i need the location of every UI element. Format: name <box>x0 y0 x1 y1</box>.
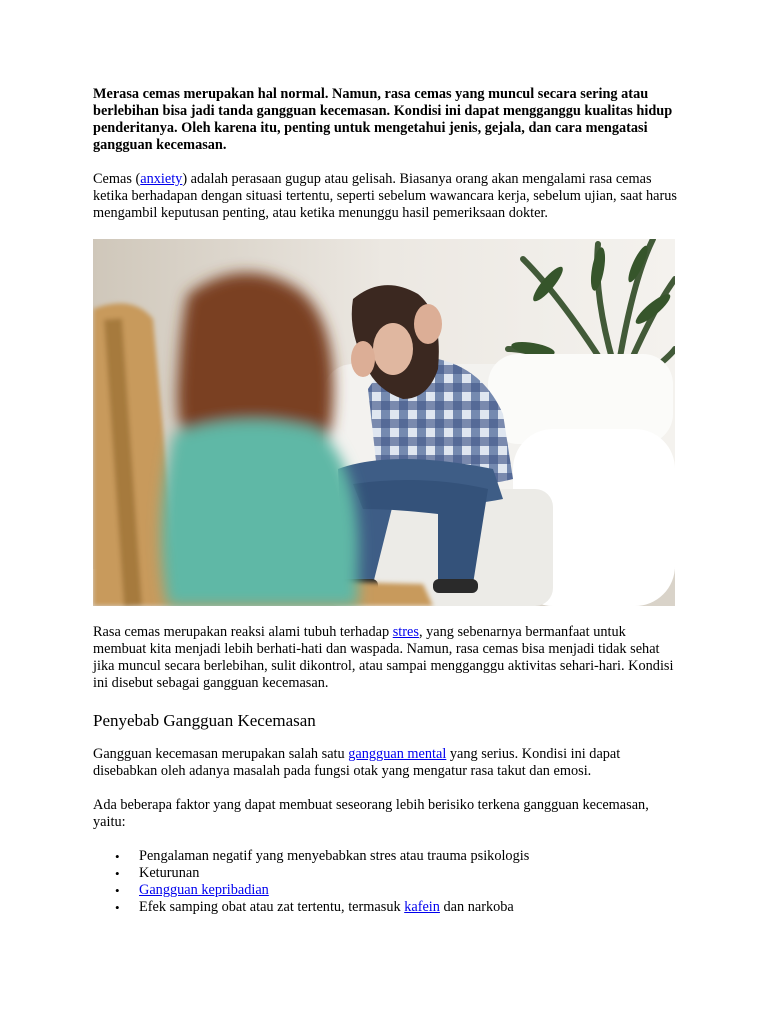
list-item-text: Pengalaman negatif yang menyebabkan stres atau trauma psikologis <box>139 848 530 864</box>
bullet: • <box>115 900 120 915</box>
list-item <box>115 882 678 899</box>
intro-paragraph: Merasa cemas merupakan hal normal. Namun, rasa cemas yang muncul secara sering atau berlebihan bisa jadi tanda gangguan kecemasan. Kondisi ini dapat mengganggu kualitas hidup penderitanya. Oleh karena itu, penting untuk mengetahui jenis, gejala, dan cara mengatasi gangguan kecemasan. <box>93 86 673 153</box>
text-span: Cemas ( <box>93 171 141 187</box>
text-span: ) adalah perasaan gugup atau gelisah. Biasanya orang akan mengalami rasa cemas ketika berhadapan dengan situasi tertentu, seperti sebelum wawancara kerja, sebelum ujian, saat harus mengambil keputusan penting, atau ketika menunggu hasil pemeriksaan dokter. <box>93 171 677 221</box>
stress-paragraph <box>93 624 678 692</box>
anxiety-definition-paragraph <box>93 171 678 222</box>
text-span: yang serius. Kondisi ini dapat disebabkan oleh adanya masalah pada fungsi otak yang mengatur rasa takut dan emosi. <box>93 746 621 779</box>
bullet: • <box>115 866 120 881</box>
stres-link[interactable]: stres <box>392 624 419 640</box>
list-item-text: Efek samping obat atau zat tertentu, termasuk <box>139 899 405 915</box>
list-item-text: Keturunan <box>139 865 200 881</box>
list-item <box>115 848 678 865</box>
anxiety-link[interactable]: anxiety <box>140 171 183 187</box>
bullet: • <box>115 849 120 864</box>
gangguan-kepribadian-link[interactable]: Gangguan kepribadian <box>139 882 269 898</box>
text-span: Gangguan kecemasan merupakan salah satu <box>93 746 349 762</box>
text-span: Rasa cemas merupakan reaksi alami tubuh terhadap <box>93 624 393 640</box>
list-item-text: dan narkoba <box>439 899 514 915</box>
bullet: • <box>115 883 120 898</box>
risk-factor-list <box>93 848 678 916</box>
article <box>93 86 678 916</box>
list-item <box>115 899 678 916</box>
article-photo <box>93 239 675 606</box>
cause-paragraph <box>93 746 678 780</box>
list-item <box>115 865 678 882</box>
photo-illustration <box>93 239 675 606</box>
risk-factors-intro: Ada beberapa faktor yang dapat membuat seseorang lebih berisiko terkena gangguan kecemasan, yaitu: <box>93 797 649 830</box>
text-span: , yang sebenarnya bermanfaat untuk membuat kita menjadi lebih berhati-hati dan waspada. Namun, rasa cemas bisa menjadi tidak sehat jika muncul secara berlebihan, sulit dikontrol, atau sampai mengganggu aktivitas sehari-hari. Kondisi ini disebut sebagai gangguan kecemasan. <box>93 624 674 691</box>
kafein-link[interactable]: kafein <box>404 899 440 915</box>
gangguan-mental-link[interactable]: gangguan mental <box>348 746 447 762</box>
section-heading: Penyebab Gangguan Kecemasan <box>93 711 316 730</box>
